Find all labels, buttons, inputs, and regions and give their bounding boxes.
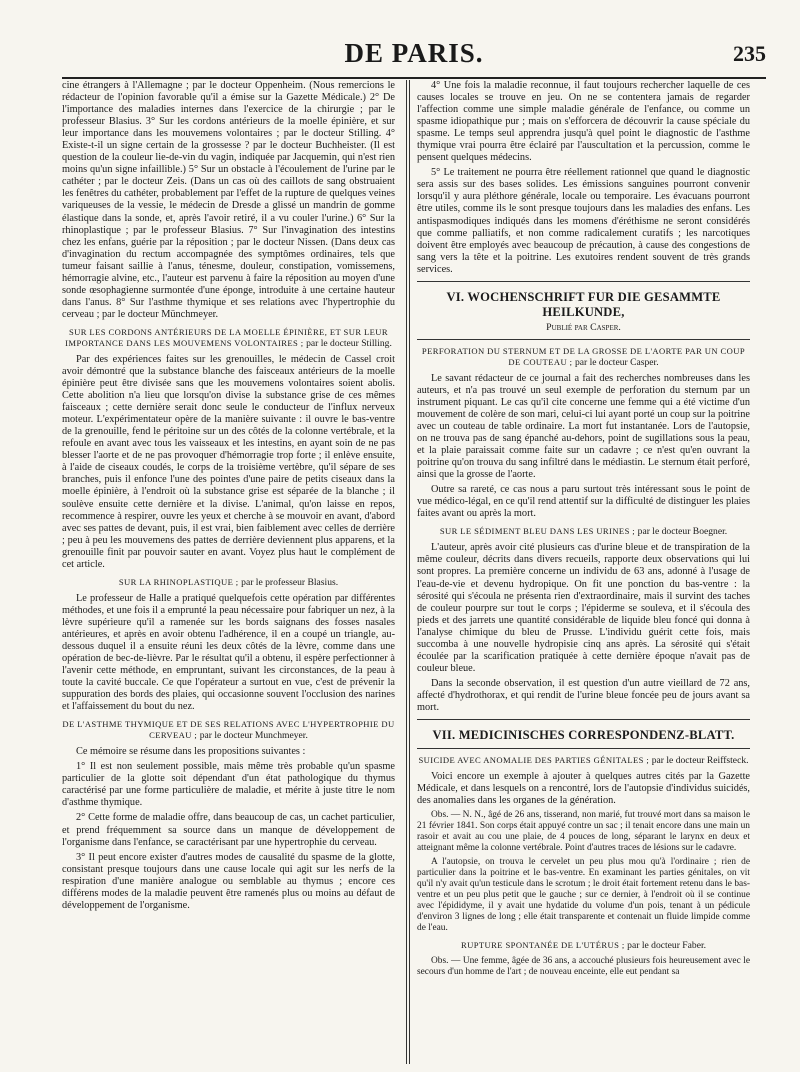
section-rule: [417, 281, 750, 282]
page-number: 235: [733, 41, 766, 66]
paragraph: Ce mémoire se résume dans les propositions suivantes :: [76, 746, 306, 758]
right-column: [417, 80, 750, 1065]
article-heading: RUPTURE SPONTANÉE DE L'UTÉRUS ; par le docteur Faber.: [460, 940, 707, 952]
paragraph: 2° Cette forme de maladie offre, dans beaucoup de cas, un cachet particulier, et prend fréquemment sa source dans un manque de développement de l'organisme dans l'enfance, se caractérisant par une hypertrophie du cerveau.: [62, 812, 395, 848]
running-title: DE PARIS.: [344, 38, 484, 68]
paragraph: 1° Il est non seulement possible, mais même très probable qu'un spasme particulier de la glotte soit dépendant d'un état pathologique du thymus caractérisé par une forme particulière de maladie, et mérite à juste titre le nom d'asthme thymique.: [62, 761, 395, 809]
section-title: VII. MEDICINISCHES CORRESPONDENZ-BLATT.: [432, 728, 735, 743]
section-rule: [417, 719, 750, 720]
article-heading: SUICIDE AVEC ANOMALIE DES PARTIES GÉNITALES ; par le docteur Reiffsteck.: [418, 755, 749, 767]
paragraph: Obs. — Une femme, âgée de 36 ans, a accouché plusieurs fois heureusement avec le secours d'un homme de l'art ; de nouveau enceinte, elle eut pendant sa: [417, 956, 750, 978]
column-divider: [406, 80, 407, 1064]
section-title: VI. WOCHENSCHRIFT FUR DIE GESAMMTE HEILKUNDE,: [446, 289, 721, 319]
section-rule: [417, 339, 750, 340]
page-header: [62, 36, 766, 76]
column-divider: [409, 80, 410, 1064]
article-heading: SUR LES CORDONS ANTÉRIEURS DE LA MOELLE ÉPINIÈRE, ET SUR LEUR IMPORTANCE DANS LES MOUVEMENS VOLONTAIRES ; par le docteur Stilling.: [65, 326, 392, 349]
header-rule: [62, 77, 766, 79]
paragraph: 5° Le traitement ne pourra être réellement rationnel que quand le diagnostic sera assis sur des bases solides. Les émissions sanguines pourront convenir lorsqu'il y aura pléthore générale, locale ou temporaire. Les évacuans pourront être utiles, comme ils le sont presque toujours dans les maladies des enfans. Les antispasmodiques indiqués dans les momens d'éréthisme ne seront considérés que comme palliatifs, et non comme radicalement curatifs ; les narcotiques doivent être employés avec beaucoup de précaution, à cause des congestions de sang vers la tête et la poitrine. Les exutoires rendent souvent de très grands services.: [417, 167, 750, 275]
paragraph: Le savant rédacteur de ce journal a fait des recherches nombreuses dans les auteurs, et n'a pas trouvé un seul exemple de perforation du sternum par un instrument piquant. Le cas qu'il cite concerne une femme qui a été victime d'un mouvement de colère de son mari, celui-ci lui ayant porté un coup sur la poitrine avec un couteau de table ordinaire. La mort fut instantanée. Lors de l'autopsie, on ne trouva pas de sang épanché au-dehors, point de sugillations sous la peau, et la plaie paraissait comme faite sur un cadavre ; ce n'est qu'en ouvrant la poitrine qu'on trouva du sang infiltré dans le médiastin. Le sternum était perforé, ainsi que la grosse de l'aorte.: [417, 372, 750, 481]
section-rule: [417, 748, 750, 749]
paragraph: L'auteur, après avoir cité plusieurs cas d'urine bleue et de transpiration de la même couleur, décrits dans divers recueils, rapporte deux observations qui lui sont propres. La première concerne un individu de 63 ans, adonné à l'usage de l'eau-de-vie et devenu hydropique. On fit une ponction du bas-ventre : la sérosité qui s'écoula ne présenta rien d'extraordinaire, mais il survint des taches de couleur pourpre sur tout le corps ; l'épiderme se souleva, et il s'écoula des pieds et des jarrets une quantité considérable de liquide bleu foncé qui donna à l'analyse chimique du bleu de Prusse. L'individu guérit cette fois, mais succomba à une nouvelle hydropisie cinq ans après. La sérosité qui s'était écoulée par la scarification pratiquée à cette dernière époque n'avait pas de couleur bleue.: [417, 542, 750, 674]
paragraph: Le professeur de Halle a pratiqué quelquefois cette opération par différentes méthodes, et une fois il a emprunté la peau nécessaire pour fabriquer un nez, à la lèvre supérieure qu'il a ramenée sur les bords saignans des fosses nasales antérieures, et après en avoir obtenu l'adhérence, il en a coupé un triangle, au-dessous duquel il a ensuite réuni les deux côtés de la lèvre, comme dans une opération de bec-de-lièvre. Par le résultat qu'il a obtenu, il espère perfectionner à l'avenir cette méthode, en empruntant, suivant les circonstances, de la peau à toute la cavité buccale. Ce que l'opérateur a surtout en vue, c'est de prévenir la suppuration des bords des plaies, qui occasionne souvent l'occlusion des narines et l'affaissement du bout du nez.: [62, 592, 395, 713]
paragraph: 4° Une fois la maladie reconnue, il faut toujours rechercher laquelle de ces causes locales se trouve en jeu. On ne se contentera jamais de regarder l'affection comme une simple maladie générale de l'enfance, ou comme un spasme idiopathique pur ; mais on s'efforcera de découvrir la cause spéciale du spasme. Le temps seul apprendra jusqu'à quel point le diagnostic de l'asthme thymique vrai pourra être éclairé par l'auscultation et la percussion, comme le pensent quelques médecins.: [417, 80, 750, 164]
paragraph: cine étrangers à l'Allemagne ; par le docteur Oppenheim. (Nous remercions le rédacteur de l'opinion favorable qu'il a émise sur la Gazette Médicale.) 2° De l'importance des maladies internes dans l'exercice de la chirurgie ; par le professeur Blasius. 3° Sur les cordons antérieurs de la moelle épinière, et sur leur importance dans les mouvemens volontaires ; par le docteur Stilling. 4° Existe-t-il un signe certain de la grossesse ? par le docteur Buchheister. (Il est question de la couleur lie-de-vin du vagin, indiquée par Jacquemin, qui n'est rien moins qu'un signe infaillible.) 5° Sur un obstacle à l'écoulement de l'urine par le cathéter ; par le docteur Zeis. (Dans un cas où des caillots de sang obstruaient les fenêtres du cathéter, probablement par l'effet de la rupture de quelques veines variqueuses de la vessie, le médecin de Dresde a glissé un mandrin de gomme élastique dans la sonde, et, après l'avoir retiré, il a vu couler l'urine.) 6° Sur la rhinoplastique ; par le professeur Blasius. 7° Sur l'invagination des intestins chez les enfans, guérie par la réposition ; par le docteur Nissen. (Dans deux cas d'invagination du rectum accompagnée des symptômes ordinaires, tels que tumeur faisant saillie à l'anus, ténesme, douleur, constipation, vomissemens, hémorragie alvine, etc., l'auteur est parvenu à faire la réposition au moyen d'une sonde œsophagienne surmontée d'une éponge, introduite à une certaine hauteur dans l'anus. 8° Sur l'asthme thymique et ses relations avec l'hypertrophie du cerveau ; par le docteur Münchmeyer.: [62, 80, 395, 320]
article-heading: PERFORATION DU STERNUM ET DE LA GROSSE DE L'AORTE PAR UN COUP DE COUTEAU ; par le docteur Casper.: [421, 345, 746, 368]
paragraph: Voici encore un exemple à ajouter à quelques autres cités par la Gazette Médicale, et dans lesquels on a rencontré, lors de l'autopsie d'individus suicidés, des anomalies dans les organes de la génération.: [417, 771, 750, 807]
paragraph: Outre sa rareté, ce cas nous a paru surtout très intéressant sous le point de vue médico-légal, en ce qu'il rend attentif sur la difficulté de distinguer les plaies faites avant ou après la mort.: [417, 484, 750, 520]
paragraph: A l'autopsie, on trouva le cervelet un peu plus mou qu'à l'ordinaire ; rien de particulier dans la poitrine et le bas-ventre. En examinant les parties génitales, on vit qu'il n'y avait qu'un testicule dans le scrotum ; le droit était fortement retenu dans le bas-ventre et un peu plus petit que le gauche ; sur ce dernier, à l'endroit où il se continue avec l'épididyme, il y avait une hydatide du volume d'un pois, tenant à un pédicule d'environ 3 lignes de long ; elle était transparente et contenait un fluide limpide comme de l'eau.: [417, 857, 750, 934]
paragraph: 3° Il peut encore exister d'autres modes de causalité du spasme de la glotte, consistant presque toujours dans une cause locale qui agit sur les nerfs de la respiration d'une manière analogue ou semblable au thymus ; encore ces différens modes de la maladie peuvent être ramenés plus ou moins au défaut de développement de l'organisme.: [62, 851, 395, 911]
article-heading: SUR LE SÉDIMENT BLEU DANS LES URINES ; par le docteur Boegner.: [439, 526, 728, 538]
paragraph: Par des expériences faites sur les grenouilles, le médecin de Cassel croit avoir démontré que la substance blanche des faisceaux antérieurs de la moelle épinière peut être divisée sans que les mouvemens volontaires soient abolis. Cette abolition n'a lieu que lorsqu'on divise la substance grise de ces mêmes faisceaux ; cette dernière serait donc seule le conducteur de l'influx nerveux moteur. L'expérimentateur opère de la manière suivante : il ouvre le bas-ventre de la grenouille, fend le péritoine sur un des côtés de la colonne vertébrale, et la refoule en avant avec tous les vaisseaux et les intestins, en ayant soin de ne pas blesser l'aorte et de ne pas provoquer d'hémorragie trop forte ; il enlève ensuite, à l'aide de ciseaux coudés, le corps de la troisième vertèbre, qu'il sépare de ses branches, puis il enfonce l'une des pointes d'une paire de petits ciseaux dans la moelle épinière, à l'endroit où la substance grise est séparée de la blanche ; il soulève ensuite cette dernière et la divise. L'animal, qu'on laisse en repos, recommence à respirer, ouvre les yeux et cherche à se mouvoir en avant, d'abord avec ses pattes de devant, puis, il est vrai, bien faiblement avec celles de derrière ; peu à peu les mouvemens des pattes de derrière deviennent plus apparens, et la grenouille finit par pouvoir sauter en avant. Voyez plus haut le complément de cet article.: [62, 353, 395, 570]
section-byline: Publié par Casper.: [546, 321, 621, 333]
paragraph: Dans la seconde observation, il est question d'un autre vieillard de 72 ans, affecté d'hydrothorax, et qui rendit de l'urine bleue foncée peu de jours avant sa mort.: [417, 677, 750, 713]
left-column: [62, 80, 395, 1065]
article-heading: DE L'ASTHME THYMIQUE ET DE SES RELATIONS AVEC L'HYPERTROPHIE DU CERVEAU ; par le docteur Munchmeyer.: [62, 719, 395, 742]
article-heading: SUR LA RHINOPLASTIQUE ; par le professeur Blasius.: [118, 576, 339, 588]
paragraph: Obs. — N. N., âgé de 26 ans, tisserand, non marié, fut trouvé mort dans sa maison le 21 février 1841. Son corps était appuyé contre un sac ; il tenait encore dans une main un rasoir et avait au cou une plaie, de 4 pouces de long, séparant le larynx en deux et atteignant même la colonne vertébrale. Point d'autres traces de lésions sur le cadavre.: [417, 810, 750, 854]
